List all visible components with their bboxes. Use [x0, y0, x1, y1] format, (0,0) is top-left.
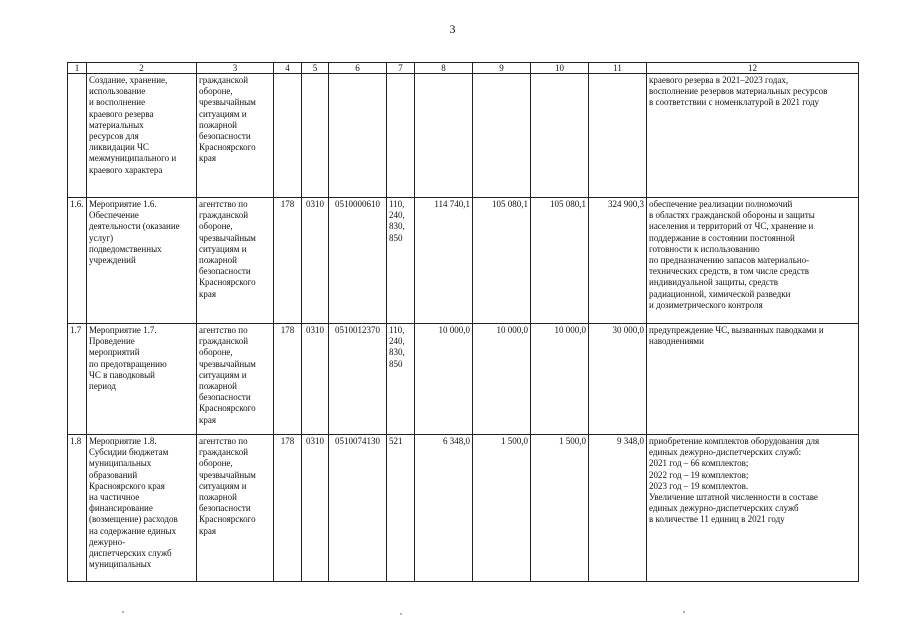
column-number-cell: 3	[197, 63, 274, 74]
column-number-cell: 10	[531, 63, 589, 74]
vr-code: 110, 240, 830, 850	[387, 324, 415, 435]
amount-2023: 10 000,0	[531, 324, 589, 435]
amount-2023	[531, 74, 589, 198]
row-number: 1.6.	[68, 198, 87, 324]
column-number-cell: 7	[387, 63, 415, 74]
measure-name: Мероприятие 1.7. Проведение мероприятий по предотвращению ЧС в паводковый период	[87, 324, 197, 435]
column-number-cell: 12	[647, 63, 859, 74]
measures-table	[67, 62, 859, 582]
amount-total: 9 348,0	[589, 435, 647, 582]
executor: агентство по гражданской обороне, чрезвычайным ситуациям и пожарной безопасности Красноярского края	[197, 198, 274, 324]
column-number-cell: 11	[589, 63, 647, 74]
amount-total: 324 900,3	[589, 198, 647, 324]
executor: агентство по гражданской обороне, чрезвычайным ситуациям и пожарной безопасности Красноярского края	[197, 324, 274, 435]
vr-code: 521	[387, 435, 415, 582]
row-number: 1.8	[68, 435, 87, 582]
rzpr-code: 0310	[302, 198, 329, 324]
amount-2023: 1 500,0	[531, 435, 589, 582]
rzpr-code: 0310	[302, 324, 329, 435]
measure-name: Создание, хранение, использование и восполнение краевого резерва материальных ресурсов для ликвидации ЧС межмуниципального и краевого характера	[87, 74, 197, 198]
amount-2021	[415, 74, 473, 198]
vr-code	[387, 74, 415, 198]
table-row	[68, 324, 859, 435]
table-row	[68, 198, 859, 324]
row-number	[68, 74, 87, 198]
vr-code: 110, 240, 830, 850	[387, 198, 415, 324]
column-number-cell: 5	[302, 63, 329, 74]
executor: гражданской обороне, чрезвычайным ситуациям и пожарной безопасности Красноярского края	[197, 74, 274, 198]
grbs-code	[274, 74, 302, 198]
amount-2022: 10 000,0	[473, 324, 531, 435]
csr-code	[329, 74, 387, 198]
table-row	[68, 435, 859, 582]
table-row	[68, 74, 859, 198]
amount-total: 30 000,0	[589, 324, 647, 435]
measure-name: Мероприятие 1.6. Обеспечение деятельности (оказание услуг) подведомственных учреждений	[87, 198, 197, 324]
executor: агентство по гражданской обороне, чрезвычайным ситуациям и пожарной безопасности Красноярского края	[197, 435, 274, 582]
grbs-code: 178	[274, 435, 302, 582]
grbs-code: 178	[274, 198, 302, 324]
column-number-cell: 8	[415, 63, 473, 74]
amount-2022: 1 500,0	[473, 435, 531, 582]
rzpr-code	[302, 74, 329, 198]
expected-result: обеспечение реализации полномочий в областях гражданской обороны и защиты населения и территорий от ЧС, хранение и поддержание в состоянии постоянной готовности к использованию по предназначению запасов материально- технических средств, в том числе средств индивидуальной защиты, средств радиационной, химической разведки и дозиметрического контроля	[647, 198, 859, 324]
scan-speck	[400, 613, 402, 615]
column-number-cell: 2	[87, 63, 197, 74]
column-number-row	[68, 63, 859, 74]
csr-code: 0510074130	[329, 435, 387, 582]
amount-2021: 114 740,1	[415, 198, 473, 324]
measure-name: Мероприятие 1.8. Субсидии бюджетам муниципальных образований Красноярского края на частичное финансирование (возмещение) расходов на содержание единых дежурно- диспетчерских служб муниципальных	[87, 435, 197, 582]
expected-result: приобретение комплектов оборудования для единых дежурно-диспетчерских служб: 2021 год – 66 комплектов; 2022 год – 19 комплектов; 2023 год – 19 комплектов. Увеличение штатной численности в составе единых дежурно-диспетчерских служб в количестве 11 единиц в 2021 году	[647, 435, 859, 582]
amount-total	[589, 74, 647, 198]
scan-speck	[683, 611, 685, 613]
grbs-code: 178	[274, 324, 302, 435]
csr-code: 0510012370	[329, 324, 387, 435]
amount-2023: 105 080,1	[531, 198, 589, 324]
column-number-cell: 9	[473, 63, 531, 74]
column-number-cell: 4	[274, 63, 302, 74]
expected-result: краевого резерва в 2021–2023 годах, восполнение резервов материальных ресурсов в соответствии с номенклатурой в 2021 году	[647, 74, 859, 198]
column-number-cell: 1	[68, 63, 87, 74]
rzpr-code: 0310	[302, 435, 329, 582]
scan-speck	[122, 611, 124, 613]
expected-result: предупреждение ЧС, вызванных паводками и наводнениями	[647, 324, 859, 435]
amount-2021: 10 000,0	[415, 324, 473, 435]
row-number: 1.7	[68, 324, 87, 435]
amount-2021: 6 348,0	[415, 435, 473, 582]
amount-2022: 105 080,1	[473, 198, 531, 324]
column-number-cell: 6	[329, 63, 387, 74]
page-number: 3	[449, 22, 456, 36]
csr-code: 0510000610	[329, 198, 387, 324]
amount-2022	[473, 74, 531, 198]
